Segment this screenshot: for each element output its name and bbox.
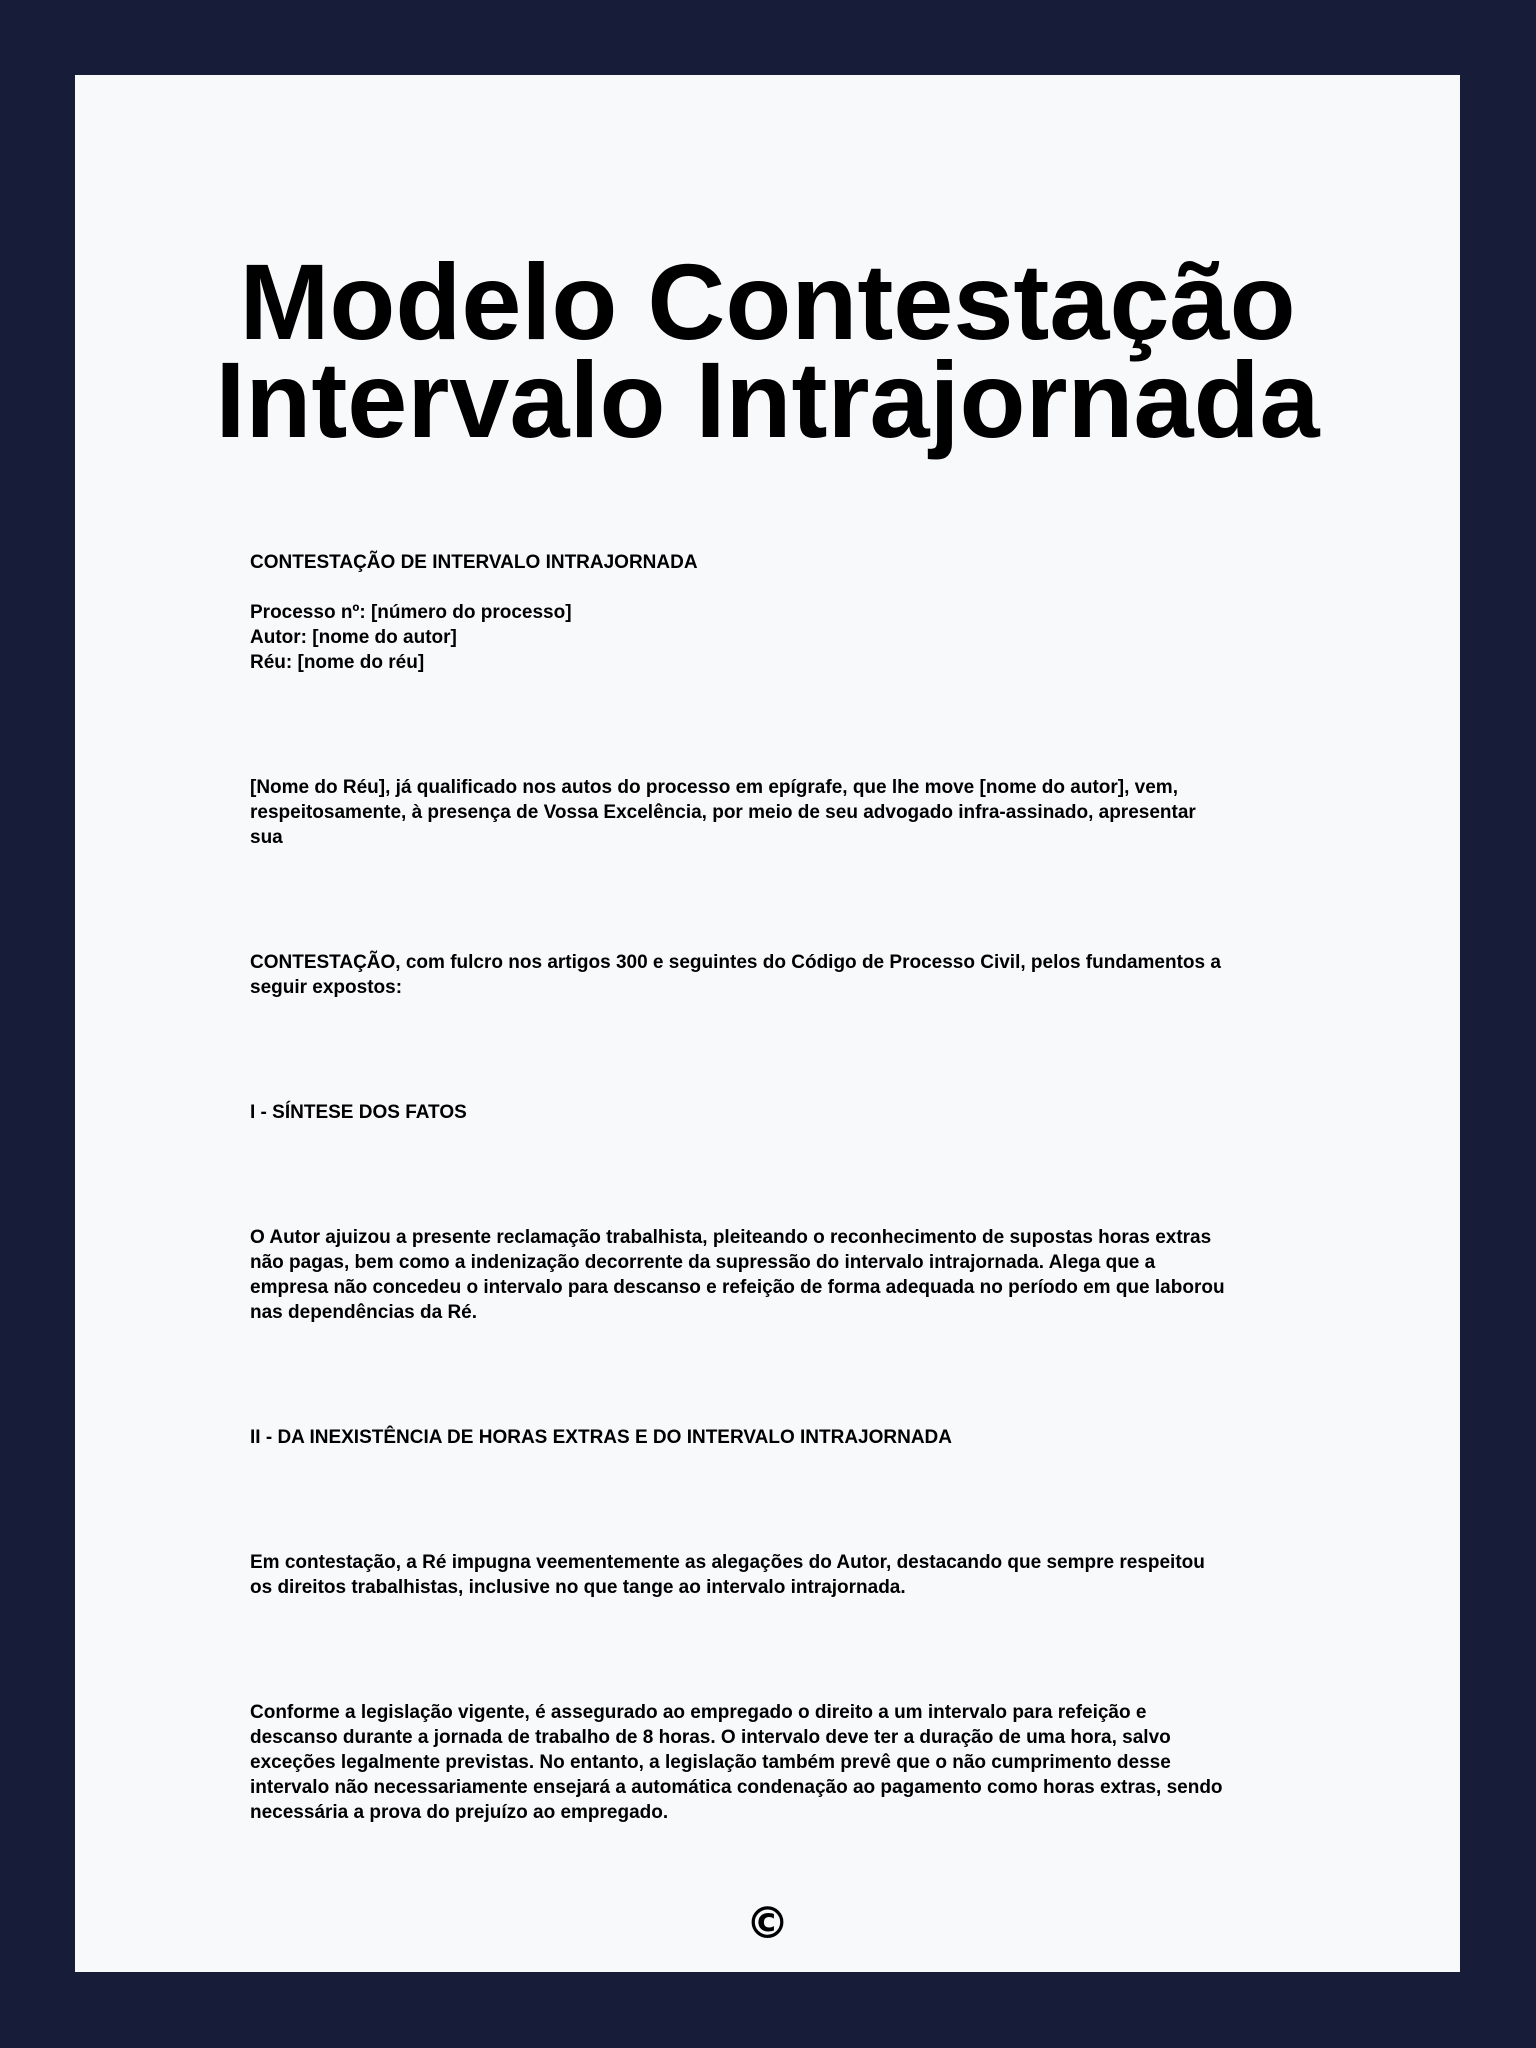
facts-paragraph [250, 1225, 1360, 1325]
paragraph-line: descanso durante a jornada de trabalho de 8 horas. O intervalo deve ter a duração de uma hora, salvo [250, 1727, 1171, 1748]
paragraph-line: empresa não concedeu o intervalo para descanso e refeição de forma adequada no período em que laborou [250, 1277, 1225, 1298]
legislation-paragraph [250, 1700, 1360, 1825]
paragraph-line: exceções legalmente previstas. No entanto, a legislação também prevê que o não cumprimento desse [250, 1752, 1171, 1773]
contestation-paragraph [250, 950, 1360, 1000]
paragraph-line: seguir expostos: [250, 977, 403, 998]
paragraph-line: Em contestação, a Ré impugna veementemente as alegações do Autor, destacando que sempre respeitou [250, 1552, 1205, 1573]
case-process-number: Processo nº: [número do processo] [250, 602, 572, 623]
paragraph-line: os direitos trabalhistas, inclusive no que tange ao intervalo intrajornada. [250, 1577, 906, 1598]
paragraph-line: [Nome do Réu], já qualificado nos autos do processo em epígrafe, que lhe move [nome do autor], vem, [250, 777, 1178, 798]
case-author: Autor: [nome do autor] [250, 627, 457, 648]
case-info [250, 600, 1360, 675]
paragraph-line: CONTESTAÇÃO, com fulcro nos artigos 300 e seguintes do Código de Processo Civil, pelos fundamentos a [250, 952, 1221, 973]
intro-paragraph [250, 775, 1360, 850]
paragraph-line: nas dependências da Ré. [250, 1302, 478, 1323]
case-defendant: Réu: [nome do réu] [250, 652, 425, 673]
paragraph-line: intervalo não necessariamente ensejará a automática condenação ao pagamento como horas extras, sendo [250, 1777, 1223, 1798]
document-heading: CONTESTAÇÃO DE INTERVALO INTRAJORNADA [250, 552, 698, 573]
title-line-1: Modelo Contestação [239, 241, 1296, 362]
paragraph-line: sua [250, 827, 283, 848]
paragraph-line: O Autor ajuizou a presente reclamação trabalhista, pleiteando o reconhecimento de supostas horas extras [250, 1227, 1212, 1248]
contestation-argument-paragraph [250, 1550, 1360, 1600]
document-page [75, 75, 1460, 1972]
paragraph-line: não pagas, bem como a indenização decorrente da supressão do intervalo intrajornada. Alega que a [250, 1252, 1156, 1273]
document-title [75, 241, 1460, 460]
paragraph-line: necessária a prova do prejuízo ao empregado. [250, 1802, 669, 1823]
paragraph-line: Conforme a legislação vigente, é assegurado ao empregado o direito a um intervalo para refeição e [250, 1702, 1147, 1723]
paragraph-line: respeitosamente, à presença de Vossa Excelência, por meio de seu advogado infra-assinado, apresentar [250, 802, 1196, 823]
section-heading-overtime: II - DA INEXISTÊNCIA DE HORAS EXTRAS E DO INTERVALO INTRAJORNADA [250, 1427, 952, 1448]
copyright-icon: © [745, 1898, 790, 1949]
section-heading-facts: I - SÍNTESE DOS FATOS [250, 1102, 467, 1123]
title-line-2: Intervalo Intrajornada [215, 339, 1320, 460]
